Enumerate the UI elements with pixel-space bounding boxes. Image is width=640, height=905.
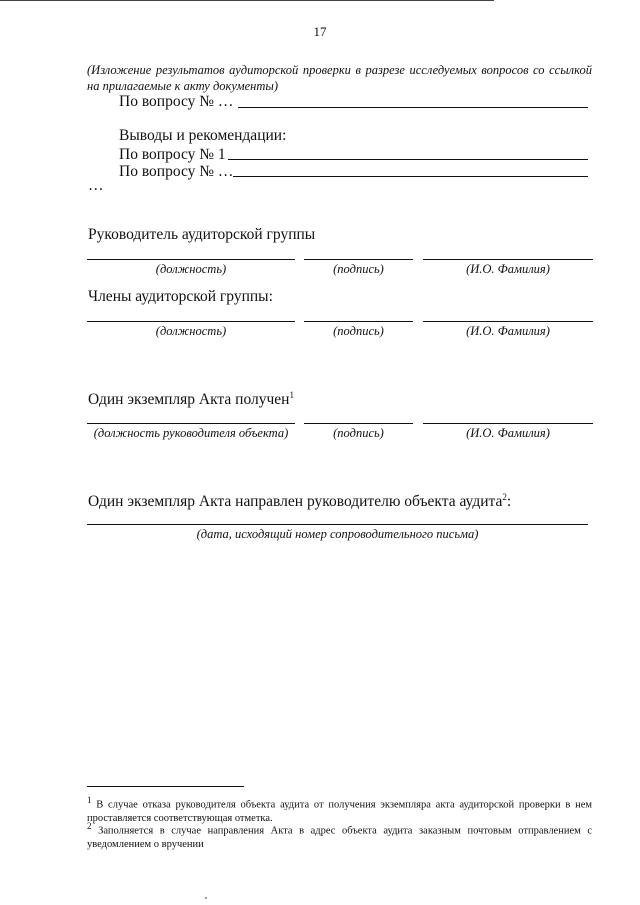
footnote-2-text: Заполняется в случае направления Акта в адрес объекта аудита заказным почтовым отправлением с уведомлением о вручении — [87, 825, 592, 850]
conclusion-question-1-label: По вопросу № 1 — [119, 146, 226, 163]
results-question-label: По вопросу № … — [119, 93, 234, 110]
footnote-rule — [87, 786, 244, 787]
receiver-position-field[interactable] — [87, 423, 295, 424]
sent-label — [88, 492, 511, 511]
leader-position-field[interactable] — [87, 259, 295, 260]
leader-name-field[interactable] — [423, 259, 593, 260]
sent-footnote-mark: 2 — [502, 492, 507, 502]
conclusion-question-n-label: По вопросу № … — [119, 163, 234, 180]
footnote-1-mark: 1 — [87, 795, 92, 805]
members-label: Члены аудиторской группы: — [88, 288, 273, 305]
group-leader-label: Руководитель аудиторской группы — [88, 226, 316, 243]
receiver-signature-caption: (подпись) — [333, 426, 384, 440]
leader-position-caption: (должность) — [155, 262, 227, 276]
intro-text: (Изложение результатов аудиторской проверки в разрезе исследуемых вопросов со ссылкой на прилагаемые к акту документы) — [87, 63, 592, 93]
page-number: 17 — [313, 24, 327, 39]
member-signature-caption: (подпись) — [333, 324, 384, 338]
leader-signature-field[interactable] — [304, 259, 413, 260]
top-border-line — [0, 0, 494, 1]
receiver-name-field[interactable] — [423, 423, 593, 424]
member-name-field[interactable] — [423, 321, 593, 322]
leader-signature-caption: (подпись) — [333, 262, 384, 276]
received-footnote-mark: 1 — [289, 390, 294, 400]
conclusion-question-1-field[interactable] — [228, 159, 588, 160]
leader-name-caption: (И.О. Фамилия) — [466, 262, 550, 276]
receiver-name-caption: (И.О. Фамилия) — [466, 426, 550, 440]
member-position-field[interactable] — [87, 321, 295, 322]
date-letter-caption: (дата, исходящий номер сопроводительного письма) — [196, 527, 479, 541]
receiver-signature-field[interactable] — [304, 423, 413, 424]
scan-speck — [205, 897, 207, 899]
member-position-caption: (должность) — [155, 324, 227, 338]
received-label-text: Один экземпляр Акта получен — [88, 391, 290, 409]
ellipsis: … — [88, 177, 104, 194]
footnote-2-mark: 2 — [87, 821, 92, 831]
member-name-caption: (И.О. Фамилия) — [466, 324, 550, 338]
date-letter-field[interactable] — [87, 524, 588, 525]
sent-label-text: Один экземпляр Акта направлен руководителю объекта аудита — [88, 493, 503, 511]
member-signature-field[interactable] — [304, 321, 413, 322]
conclusions-heading: Выводы и рекомендации: — [119, 127, 287, 144]
conclusion-question-n-field[interactable] — [233, 176, 588, 177]
results-question-field[interactable] — [238, 107, 588, 108]
footnote-1-text: В случае отказа руководителя объекта аудита от получения экземпляра акта аудиторской проверки в нем проставляется соответствующая отметка. — [87, 799, 593, 824]
footnote-2 — [87, 820, 592, 851]
received-label — [88, 390, 294, 409]
receiver-position-caption: (должность руководителя объекта) — [93, 426, 289, 440]
sent-label-suffix: : — [506, 493, 512, 511]
